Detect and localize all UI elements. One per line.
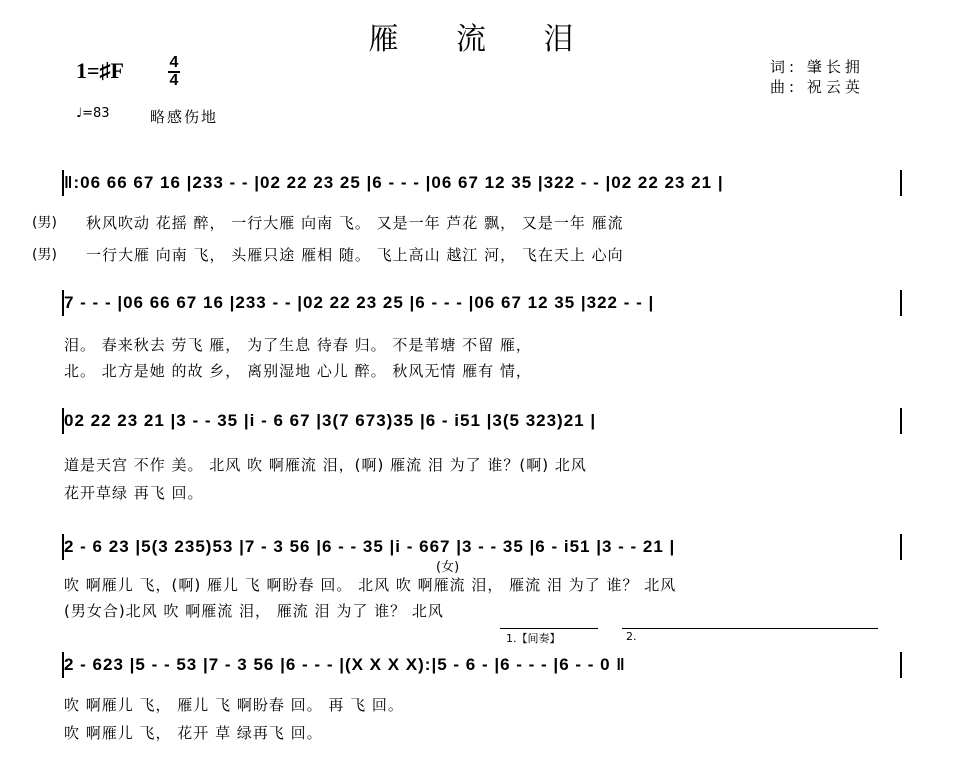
volta-1-label: 1.【间奏】 bbox=[506, 632, 561, 645]
voice-label: (男) bbox=[32, 247, 57, 263]
time-sig-bottom: 4 bbox=[169, 72, 179, 89]
score-line-2: 7 - - - |06 66 67 16 |233 - - |02 22 23 25 |6 - - - |06 67 12 35 |322 - - | bbox=[62, 290, 902, 316]
key-signature: 1=♯F bbox=[76, 58, 124, 83]
time-signature bbox=[168, 55, 180, 89]
score-line-4: 2 - 6 23 |5(3 235)53 |7 - 3 56 |6 - - 35 |i - 667 |3 - - 35 |6 - i51 |3 - - 21 | bbox=[62, 534, 902, 560]
lyric-line: 吹 啊雁儿 飞，(啊) 雁儿 飞 啊盼春 回。 北风 吹 啊雁流 泪， 雁流 泪 为了 谁？ 北风 bbox=[64, 576, 677, 594]
time-sig-top: 4 bbox=[169, 54, 179, 71]
expression-marking: 略感伤地 bbox=[150, 108, 219, 126]
volta-2-label: 2. bbox=[626, 630, 637, 643]
lyric-line: 花开草绿 再飞 回。 bbox=[64, 484, 204, 502]
voice-label: (男) bbox=[32, 215, 57, 231]
lyric-line: 道是天宫 不作 美。 北风 吹 啊雁流 泪，(啊) 雁流 泪 为了 谁？(啊) 北风 bbox=[64, 456, 587, 474]
lyric-line: 一行大雁 向南 飞， 头雁只途 雁相 随。 飞上高山 越江 河， 飞在天上 心向 bbox=[86, 246, 624, 264]
voice-note-female: (女) bbox=[436, 560, 460, 575]
score-line-1: ‖:06 66 67 16 |233 - - |02 22 23 25 |6 - - - |06 67 12 35 |322 - - |02 22 23 21 | bbox=[62, 170, 902, 196]
lyric-line: 吹 啊雁儿 飞， 花开 草 绿再飞 回。 bbox=[64, 724, 323, 742]
lyric-line: 秋风吹动 花摇 醉， 一行大雁 向南 飞。 又是一年 芦花 飘， 又是一年 雁流 bbox=[86, 214, 624, 232]
score-line-3: 02 22 23 21 |3 - - 35 |i - 6 67 |3(7 673)35 |6 - i51 |3(5 323)21 | bbox=[62, 408, 902, 434]
volta-1-bracket bbox=[500, 628, 598, 629]
lyricist: 词: 肇长拥 bbox=[770, 58, 864, 76]
score-line-5: 2 - 623 |5 - - 53 |7 - 3 56 |6 - - - |(X X X X):|5 - 6 - |6 - - - |6 - - 0 ‖ bbox=[62, 652, 902, 678]
composer: 曲: 祝云英 bbox=[770, 78, 864, 96]
lyric-line: 北。 北方是她 的故 乡， 离别湿地 心儿 醉。 秋风无情 雁有 情， bbox=[64, 362, 532, 380]
song-title: 雁 流 泪 bbox=[368, 22, 598, 57]
lyric-line: 泪。 春来秋去 劳飞 雁， 为了生息 待春 归。 不是苇塘 不留 雁， bbox=[64, 336, 532, 354]
tempo-marking: ♩=83 bbox=[76, 106, 110, 121]
volta-2-bracket bbox=[622, 628, 878, 629]
lyric-line: (男女合)北风 吹 啊雁流 泪， 雁流 泪 为了 谁？ 北风 bbox=[64, 602, 444, 620]
lyric-line: 吹 啊雁儿 飞， 雁儿 飞 啊盼春 回。 再 飞 回。 bbox=[64, 696, 404, 714]
